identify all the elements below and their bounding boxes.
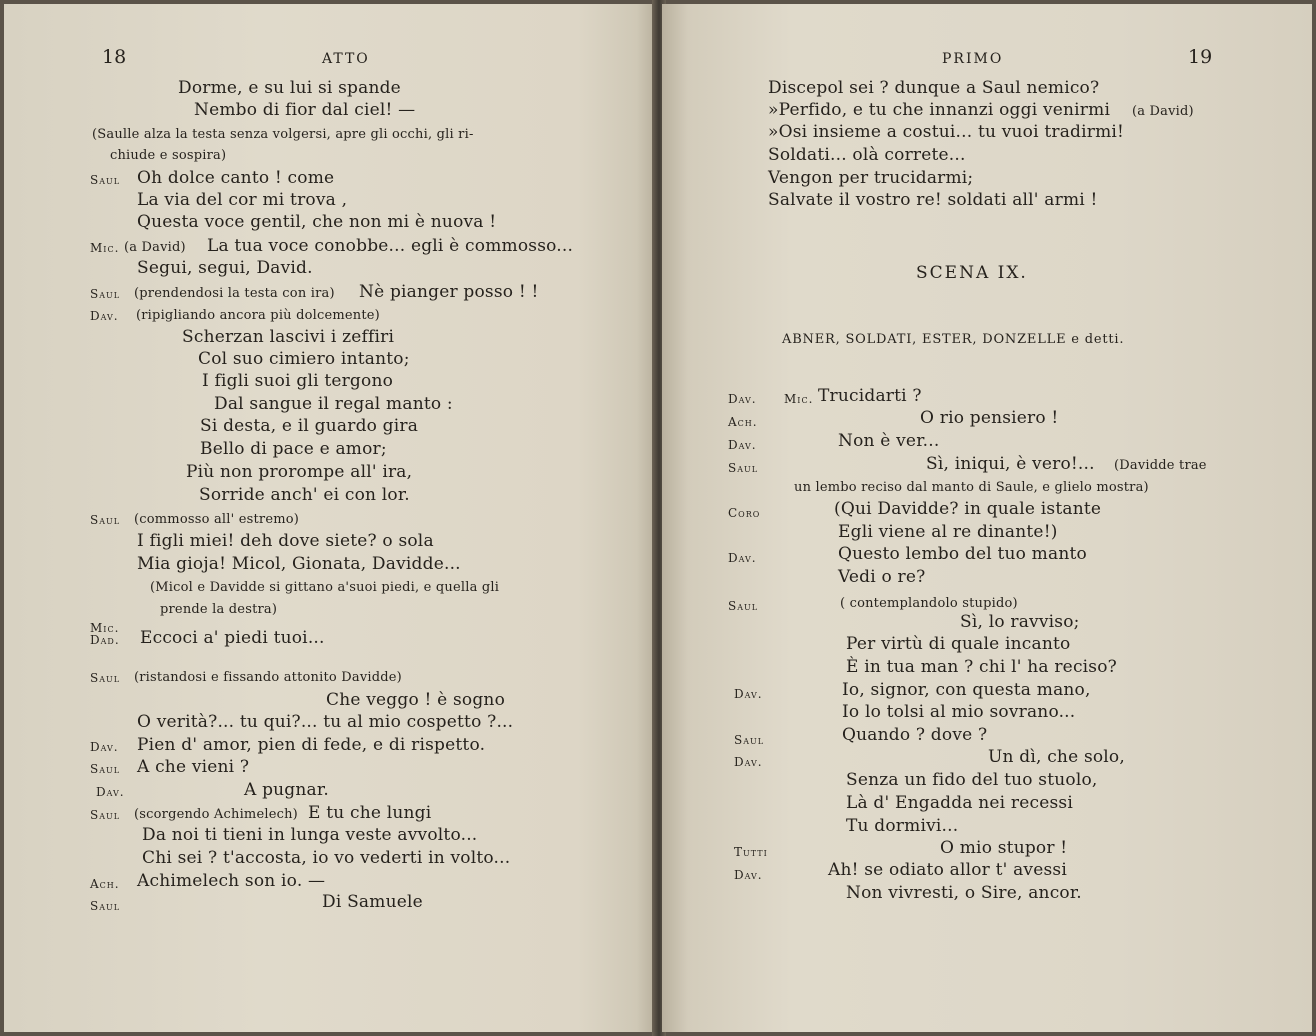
verse-line: Egli viene al re dinante!) — [838, 522, 1058, 542]
verse-line: (Qui Davidde? in quale istante — [834, 499, 1102, 519]
verse-line: Chi sei ? t'accosta, io vo vederti in volto... — [142, 848, 511, 868]
verse-line: Tu dormivi... — [846, 816, 959, 836]
speaker-label: Mic. — [784, 392, 814, 406]
speaker-label: Dav. — [728, 438, 757, 452]
verse-line: Io, signor, con questa mano, — [842, 680, 1091, 700]
stage-direction: (ripigliando ancora più dolcemente) — [136, 308, 380, 323]
stage-direction: (ristandosi e fissando attonito Davidde) — [134, 670, 402, 685]
verse-line: Salvate il vostro re! soldati all' armi ! — [768, 190, 1098, 210]
verse-line: Nembo di fior dal ciel! — — [194, 100, 416, 120]
right-page — [662, 4, 1312, 1032]
speaker-label: Ach. — [90, 877, 120, 891]
verse-line: I figli suoi gli tergono — [202, 371, 394, 391]
speaker-label: Mic. — [90, 241, 120, 255]
verse-line: Sì, lo ravviso; — [960, 612, 1080, 632]
verse-line: Questa voce gentil, che non mi è nuova ! — [137, 212, 497, 232]
stage-direction: un lembo reciso dal manto di Saule, e glielo mostra) — [794, 480, 1149, 495]
speaker-label: Dav. — [734, 755, 763, 769]
speaker-label: Dav. — [90, 309, 119, 323]
speaker-label: Mic. — [90, 621, 120, 635]
stage-direction: (a David) — [124, 240, 186, 255]
verse-line: Achimelech son io. — — [137, 871, 326, 891]
speaker-label: Tutti — [734, 845, 768, 859]
stage-direction: prende la destra) — [160, 602, 278, 617]
verse-line: Trucidarti ? — [818, 386, 922, 406]
verse-line: Dorme, e su lui si spande — [178, 78, 401, 98]
verse-line: Discepol sei ? dunque a Saul nemico? — [768, 78, 1100, 98]
right-running-head: PRIMO — [942, 51, 1004, 67]
verse-line: Da noi ti tieni in lunga veste avvolto... — [142, 825, 478, 845]
stage-direction: ( contemplandolo stupido) — [840, 596, 1018, 611]
verse-line: Là d' Engadda nei recessi — [846, 793, 1073, 813]
verse-line: O mio stupor ! — [940, 838, 1068, 858]
verse-line: Scherzan lascivi i zeffiri — [182, 327, 395, 347]
stage-direction: (commosso all' estremo) — [134, 512, 300, 527]
stage-direction: chiude e sospira) — [110, 148, 227, 163]
verse-line: Vengon per trucidarmi; — [768, 168, 974, 188]
verse-line: I figli miei! deh dove siete? o sola — [137, 531, 434, 551]
verse-line: »Perfido, e tu che innanzi oggi venirmi — [768, 100, 1111, 120]
verse-line: E tu che lungi — [308, 803, 432, 823]
scene-title: SCENA IX. — [916, 263, 1028, 283]
verse-line: Per virtù di quale incanto — [846, 634, 1071, 654]
stage-direction: (Saulle alza la testa senza volgersi, apre gli occhi, gli ri- — [92, 127, 474, 142]
speaker-label: Dav. — [734, 687, 763, 701]
speaker-label: Saul — [734, 733, 765, 747]
verse-line: Che veggo ! è sogno — [326, 690, 506, 710]
verse-line: Nè pianger posso ! ! — [359, 282, 539, 302]
speaker-label: Saul — [90, 808, 121, 822]
verse-line: Sorride anch' ei con lor. — [199, 485, 410, 505]
left-page — [4, 4, 656, 1032]
stage-direction: (Davidde trae — [1114, 458, 1207, 473]
verse-line: Col suo cimiero intanto; — [198, 349, 410, 369]
stage-direction: (a David) — [1132, 104, 1194, 119]
scene-cast: ABNER, SOLDATI, ESTER, DONZELLE e detti. — [782, 332, 1125, 347]
speaker-label: Dad. — [90, 633, 120, 647]
left-running-head: ATTO — [322, 51, 370, 67]
left-page-number: 18 — [102, 46, 127, 68]
verse-line: Pien d' amor, pien di fede, e di rispetto. — [137, 735, 486, 755]
stage-direction: (Micol e Davidde si gittano a'suoi piedi, e quella gli — [150, 580, 500, 595]
verse-line: Senza un fido del tuo stuolo, — [846, 770, 1098, 790]
speaker-label: Dav. — [96, 785, 125, 799]
verse-line: La via del cor mi trova , — [137, 190, 348, 210]
verse-line: Eccoci a' piedi tuoi... — [140, 628, 325, 648]
speaker-label: Dav. — [734, 868, 763, 882]
verse-line: Non è ver... — [838, 431, 940, 451]
verse-line: La tua voce conobbe... egli è commosso... — [207, 236, 574, 256]
verse-line: Segui, segui, David. — [137, 258, 313, 278]
stage-direction: (scorgendo Achimelech) — [134, 807, 298, 822]
speaker-label: Dav. — [728, 392, 757, 406]
verse-line: Quando ? dove ? — [842, 725, 988, 745]
speaker-label: Saul — [90, 671, 121, 685]
verse-line: È in tua man ? chi l' ha reciso? — [846, 657, 1117, 677]
verse-line: Questo lembo del tuo manto — [838, 544, 1087, 564]
verse-line: Bello di pace e amor; — [200, 439, 387, 459]
verse-line: Non vivresti, o Sire, ancor. — [846, 883, 1082, 903]
verse-line: Più non prorompe all' ira, — [186, 462, 413, 482]
verse-line: O rio pensiero ! — [920, 408, 1059, 428]
verse-line: Vedi o re? — [838, 567, 926, 587]
speaker-stack — [90, 622, 120, 646]
verse-line: Io lo tolsi al mio sovrano... — [842, 702, 1076, 722]
speaker-label: Dav. — [90, 740, 119, 754]
speaker-label: Ach. — [728, 415, 758, 429]
verse-line: Di Samuele — [322, 892, 423, 912]
speaker-label: Saul — [728, 599, 759, 613]
verse-line: Dal sangue il regal manto : — [214, 394, 453, 414]
speaker-label: Saul — [90, 762, 121, 776]
speaker-label: Saul — [90, 173, 121, 187]
stage-direction: (prendendosi la testa con ira) — [134, 286, 335, 301]
speaker-label: Saul — [90, 899, 121, 913]
verse-line: Sì, iniqui, è vero!... — [926, 454, 1095, 474]
speaker-label: Dav. — [728, 551, 757, 565]
right-page-number: 19 — [1188, 46, 1213, 68]
verse-line: A che vieni ? — [137, 757, 250, 777]
speaker-label: Saul — [90, 513, 121, 527]
verse-line: Ah! se odiato allor t' avessi — [828, 860, 1067, 880]
verse-line: »Osi insieme a costui... tu vuoi tradirmi! — [768, 122, 1125, 142]
verse-line: O verità?... tu qui?... tu al mio cospetto ?... — [137, 712, 514, 732]
speaker-label: Saul — [90, 287, 121, 301]
verse-line: Oh dolce canto ! come — [137, 168, 335, 188]
verse-line: Soldati... olà correte... — [768, 145, 966, 165]
verse-line: A pugnar. — [244, 780, 329, 800]
speaker-label: Coro — [728, 506, 761, 520]
verse-line: Si desta, e il guardo gira — [200, 416, 419, 436]
verse-line: Un dì, che solo, — [988, 747, 1125, 767]
speaker-label: Saul — [728, 461, 759, 475]
verse-line: Mia gioja! Micol, Gionata, Davidde... — [137, 554, 461, 574]
